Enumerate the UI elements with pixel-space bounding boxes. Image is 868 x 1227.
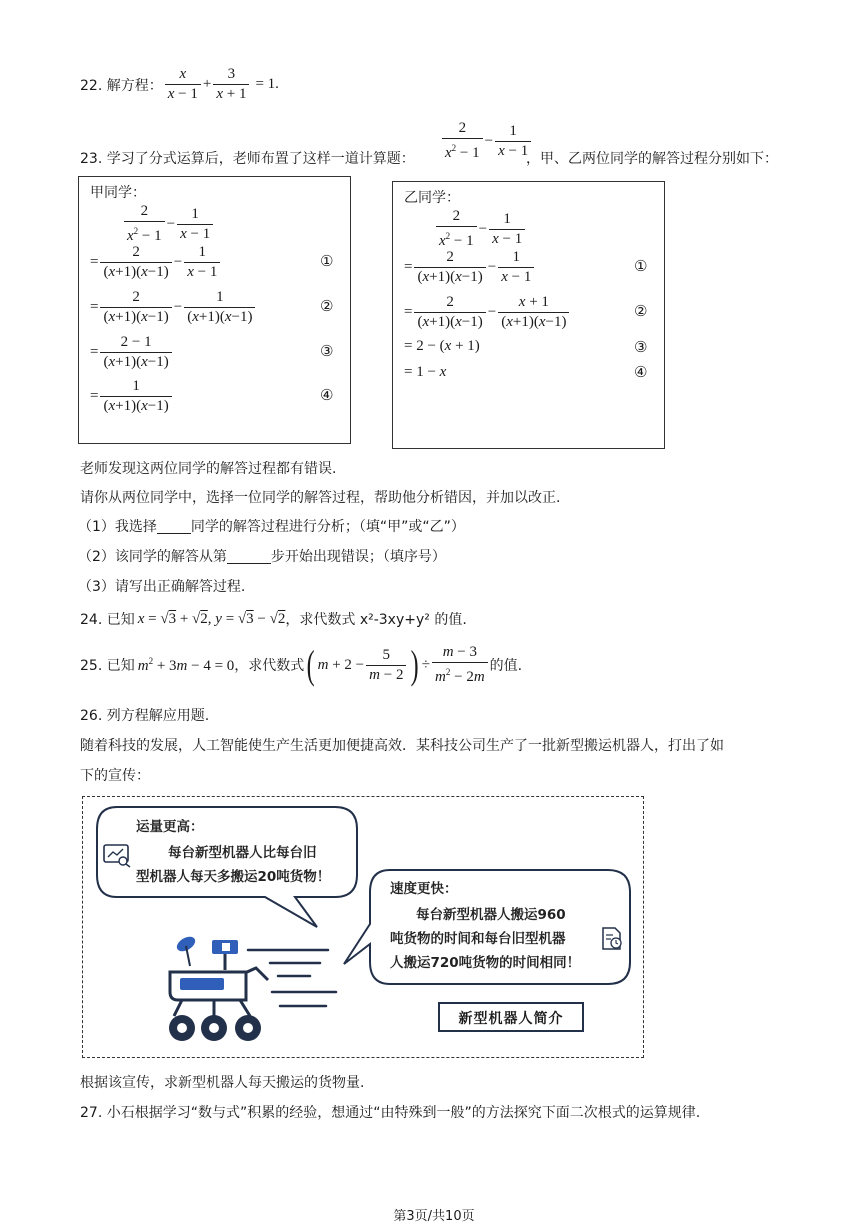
yi-circ3: ③ — [634, 338, 648, 356]
jia-circ4: ④ — [320, 386, 334, 404]
q26-text1: 随着科技的发展，人工智能使生产生活更加便捷高效．某科技公司生产了一批新型搬运机器人，打出了如 — [80, 738, 724, 754]
yi-step1: = $\frac{2}{(x+1)(x-1)}$ − $\frac{1}{x - 1}$ — [404, 249, 536, 286]
yi-circ4: ④ — [634, 363, 648, 381]
bubble2-title: 速度更快： — [390, 881, 458, 897]
q24-line: 24. 已知 x = √3 + √2, y = √3 − √2 ，求代数式 x²-3xy+y² 的值. — [80, 610, 467, 628]
q25-label: 25. 已知 — [80, 658, 135, 674]
robot-illustration — [160, 930, 340, 1050]
q23-part1-blank[interactable] — [157, 519, 191, 534]
q23-problem-expr: $\frac{2}{x^2 - 1}$ − $\frac{1}{x - 1}$ — [440, 120, 533, 162]
yi-step2: = $\frac{2}{(x+1)(x-1)}$ − $\frac{x + 1}{(x+1)(x-1)}$ — [404, 294, 571, 331]
page-footer: 第3页/共10页 — [393, 1209, 475, 1224]
robot-intro-label: 新型机器人简介 — [458, 1011, 564, 1027]
q26-text2: 下的宣传： — [80, 768, 150, 784]
q26-label: 26. 列方程解应用题. — [80, 708, 210, 724]
q23-part1-pre: （1）我选择 — [78, 519, 157, 535]
q27-text: 27. 小石根据学习“数与式”积累的经验，想通过“由特殊到一般”的方法探究下面二次根式的运算规律. — [80, 1105, 701, 1121]
yi-circ1: ① — [634, 257, 648, 275]
q24-label: 24. 已知 — [80, 612, 135, 628]
jia-step4: = $\frac{1}{(x+1)(x-1)}$ — [90, 378, 174, 415]
q23-part1 — [78, 516, 465, 536]
yi-circ2: ② — [634, 302, 648, 320]
q24-mid: ，求代数式 x²-3xy+y² 的值. — [285, 612, 467, 628]
bubble2-line3: 人搬运720吨货物的时间相同！ — [390, 955, 581, 971]
jia-title: 甲同学： — [90, 185, 146, 201]
q23-intro: 23. 学习了分式运算后，老师布置了这样一道计算题： — [80, 151, 415, 167]
bubble2-line1: 每台新型机器人搬运960 — [416, 907, 566, 923]
bubble2-line2: 吨货物的时间和每台旧型机器 — [390, 931, 566, 947]
bubble1-line2: 型机器人每天多搬运20吨货物！ — [136, 869, 331, 885]
q26-question: 根据该宣传，求新型机器人每天搬运的货物量. — [80, 1075, 365, 1091]
q25-line: 25. 已知 $m^2 + 3m - 4 = 0$ ，求代数式 ( m + 2 − $\frac{5}{m - 2}$ ) ÷ $\frac{m - 3}{m^2 - 2m}$ 的值. — [80, 642, 523, 687]
q22-line: 22. 解方程： $\frac{x}{x - 1}$ + $\frac{3}{x + 1}$ = 1. — [80, 66, 279, 102]
jia-step3: = $\frac{2 - 1}{(x+1)(x-1)}$ — [90, 334, 174, 371]
q25-mid: ，求代数式 — [234, 658, 305, 674]
q22-eq: = 1. — [255, 76, 279, 92]
q23-part1-post: 同学的解答过程进行分析；（填“甲”或“乙”） — [190, 519, 465, 535]
q23-part2 — [78, 546, 446, 566]
jia-circ3: ③ — [320, 342, 334, 360]
bubble1-line1: 每台新型机器人比每台旧 — [168, 845, 317, 861]
q23-ask: 请你从两位同学中，选择一位同学的解答过程，帮助他分析错因，并加以改正. — [80, 490, 561, 506]
jia-circ1: ① — [320, 252, 334, 270]
q25-tail: 的值. — [489, 658, 523, 674]
q22-frac2: $\frac{3}{x + 1}$ — [213, 66, 249, 103]
yi-step3: = 2 − (x + 1) — [404, 338, 480, 354]
jia-step1: = $\frac{2}{(x+1)(x-1)}$ − $\frac{1}{x - 1}$ — [90, 244, 222, 281]
q23-part2-post: 步开始出现错误；（填序号） — [270, 549, 446, 565]
yi-title: 乙同学： — [404, 190, 460, 206]
yi-step0: $\frac{2}{x^2 - 1}$ − $\frac{1}{x - 1}$ — [434, 208, 527, 250]
q23-note: 老师发现这两位同学的解答过程都有错误. — [80, 461, 337, 477]
jia-circ2: ② — [320, 297, 334, 315]
q23-part2-pre: （2）该同学的解答从第 — [78, 549, 227, 565]
q23-intro-tail: ，甲、乙两位同学的解答过程分别如下： — [526, 151, 778, 167]
q22-frac1: $\frac{x}{x - 1}$ — [165, 66, 201, 103]
chart-icon — [102, 842, 132, 868]
q23-part3: （3）请写出正确解答过程. — [78, 579, 246, 595]
document-clock-icon — [600, 926, 624, 952]
jia-step0: $\frac{2}{x^2 - 1}$ − $\frac{1}{x - 1}$ — [122, 203, 215, 245]
bubble1-title: 运量更高： — [136, 819, 204, 835]
yi-step4: = 1 − x — [404, 364, 447, 380]
q23-part2-blank[interactable] — [227, 549, 271, 564]
q22-label: 22. 解方程： — [80, 77, 163, 94]
jia-step2: = $\frac{2}{(x+1)(x-1)}$ − $\frac{1}{(x+1)(x-1)}$ — [90, 289, 257, 326]
